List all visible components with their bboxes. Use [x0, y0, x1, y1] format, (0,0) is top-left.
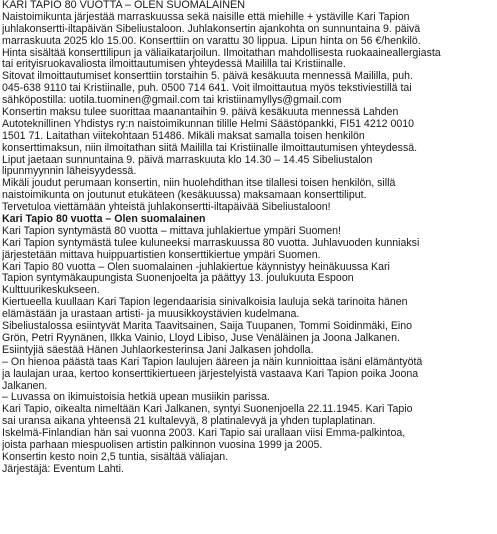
- text-line: marraskuuta 2025 klo 15.00. Konserttiin on varattu 30 lippua. Lipun hinta on 56 €/henkilö.: [2, 35, 421, 47]
- text-line: Kulttuurikeskukseen.: [2, 285, 100, 297]
- text-line: Mikäli joudut perumaan konsertin, niin huolehdithan itse tilallesi toisen henkilön, sillä: [2, 178, 396, 190]
- text-line: Kari Tapio 80 vuotta – Olen suomalainen -juhlakiertue käynnistyy heinäkuussa Kari: [2, 261, 390, 273]
- text-line: Grön, Petri Ryynänen, Ilkka Vainio, Lloyd Libiso, Juse Venäläinen ja Joona Jalkanen.: [2, 332, 400, 344]
- text-line: juhlakonsertti-iltapäivän Sibeliustaloon. Juhlakonsertin ajankohta on sunnuntaina 9. päivä: [2, 23, 421, 35]
- text-line: Kari Tapion syntymästä tulee kuluneeksi marraskuussa 80 vuotta. Juhlavuoden kunniaksi: [2, 237, 420, 249]
- text-line: – Luvassa on ikimuistoisia hetkiä upean musiikin parissa.: [2, 392, 270, 404]
- text-line: Naistoimikunta järjestää marraskuussa sekä naisille että miehille + ystäville Kari Tapion: [2, 11, 410, 23]
- document-body: [2, 12, 495, 476]
- text-line: Kari Tapio, oikealta nimeltään Kari Jalkanen, syntyi Suonenjoella 22.11.1945. Kari Tapio: [2, 404, 413, 416]
- text-line: sähköpostilla: uotila.tuominen@gmail.com tai kristiinamyllys@gmail.com: [2, 95, 342, 107]
- text-line: Autoteknillinen Yhdistys ry:n naistoimikunnan tilille Helmi Säästöpankki, FI51 4212 0010: [2, 118, 415, 130]
- text-line: Sitovat ilmoittautumiset konserttiin torstaihin 5. päivä kesäkuuta mennessä Maililla, puh.: [2, 71, 414, 83]
- text-line: Tervetuloa viettämään yhteistä juhlakonsertti-iltapäivää Sibeliustaloon!: [2, 202, 331, 214]
- text-line: Järjestäjä: Eventum Lahti.: [2, 463, 124, 475]
- text-line: Konsertin maksu tulee suorittaa maanantaihin 9. päivä kesäkuuta mennessä Lahden: [2, 107, 399, 119]
- text-line: – On hienoa päästä taas Kari Tapion laulujen ääreen ja näin kunnioittaa isäni elämäntyötä: [2, 356, 423, 368]
- text-line: Esiintyjiä säestää Hänen Juhlaorkesterinsa Jani Jalkasen johdolla.: [2, 344, 314, 356]
- text-line: konserttimaksun, niin ilmoitathan siitä Maililla tai Kristiinalle ilmoittautumisen yhteydessä.: [2, 142, 418, 154]
- text-line: sai uransa aikana yhteensä 21 kultalevyä, 8 platinalevyä ja yhden tuplaplatinan.: [2, 416, 376, 428]
- text-line: tai erityisruokavaliosta ilmoittautumisen yhteydessä Maililla tai Kristiinalle.: [2, 59, 346, 71]
- text-line: Jalkanen.: [2, 380, 48, 392]
- text-line: Konsertin kesto noin 2,5 tuntia, sisältää väliajan.: [2, 451, 229, 463]
- text-line: naistoimikunta on joutunut etukäteen (kesäkuussa) maksamaan konserttiliput.: [2, 190, 367, 202]
- text-line: Liput jaetaan sunnuntaina 9. päivä marraskuuta klo 14.30 – 14.45 Sibeliustalon: [2, 154, 373, 166]
- text-line: Kari Tapion syntymästä 80 vuotta – mittava juhlakiertue ympäri Suomen!: [2, 225, 341, 237]
- text-line: Sibeliustalossa esiintyvät Marita Taavitsainen, Saija Tuupanen, Tommi Soidinmäki, Eino: [2, 321, 413, 333]
- text-line: Kiertueella kuullaan Kari Tapion legendaarisia sinivalkoisia lauluja sekä tarinoita hänen: [2, 297, 408, 309]
- text-line: järjestetään mittava huippuartistien konserttikiertue ympäri Suomen.: [2, 249, 321, 261]
- text-line: 1501 71. Laitathan viitekohtaan 51486. Mikäli maksat samalla toisen henkilön: [2, 130, 365, 142]
- text-line: Iskelmä-Finlandian hän sai vuonna 2003. Kari Tapio sai urallaan viisi Emma-palkintoa,: [2, 428, 406, 440]
- text-line: joista parhaan miespuolisen artistin palkinnon vuosina 1999 ja 2005.: [2, 439, 323, 451]
- text-line: elämästään ja urastaan artisti- ja muusikkoystävien kudelmana.: [2, 309, 300, 321]
- section-heading: Kari Tapio 80 vuotta – Olen suomalainen: [2, 214, 206, 226]
- text-line: ja laulajan uraa, kertoo konserttikiertueen järjestelyistä vastaava Kari Tapion poika Joona: [2, 368, 419, 380]
- text-line: Tapion syntymäkaupungista Suonenjoelta ja päättyy 13. joulukuuta Espoon: [2, 273, 354, 285]
- document-title: KARI TAPIO 80 VUOTTA – OLEN SUOMALAINEN: [2, 0, 245, 11]
- text-line: 045-638 9110 tai Kristiinalle, puh. 0500 714 641. Voit ilmoittautua myös tekstiviestillä tai: [2, 83, 412, 95]
- text-line: Hinta sisältää konserttilipun ja väliaikatarjoilun. Ilmoitathan mahdollisesta ruokaaineallergiasta: [2, 47, 441, 59]
- text-line: lipunmyynnin läheisyydessä.: [2, 166, 137, 178]
